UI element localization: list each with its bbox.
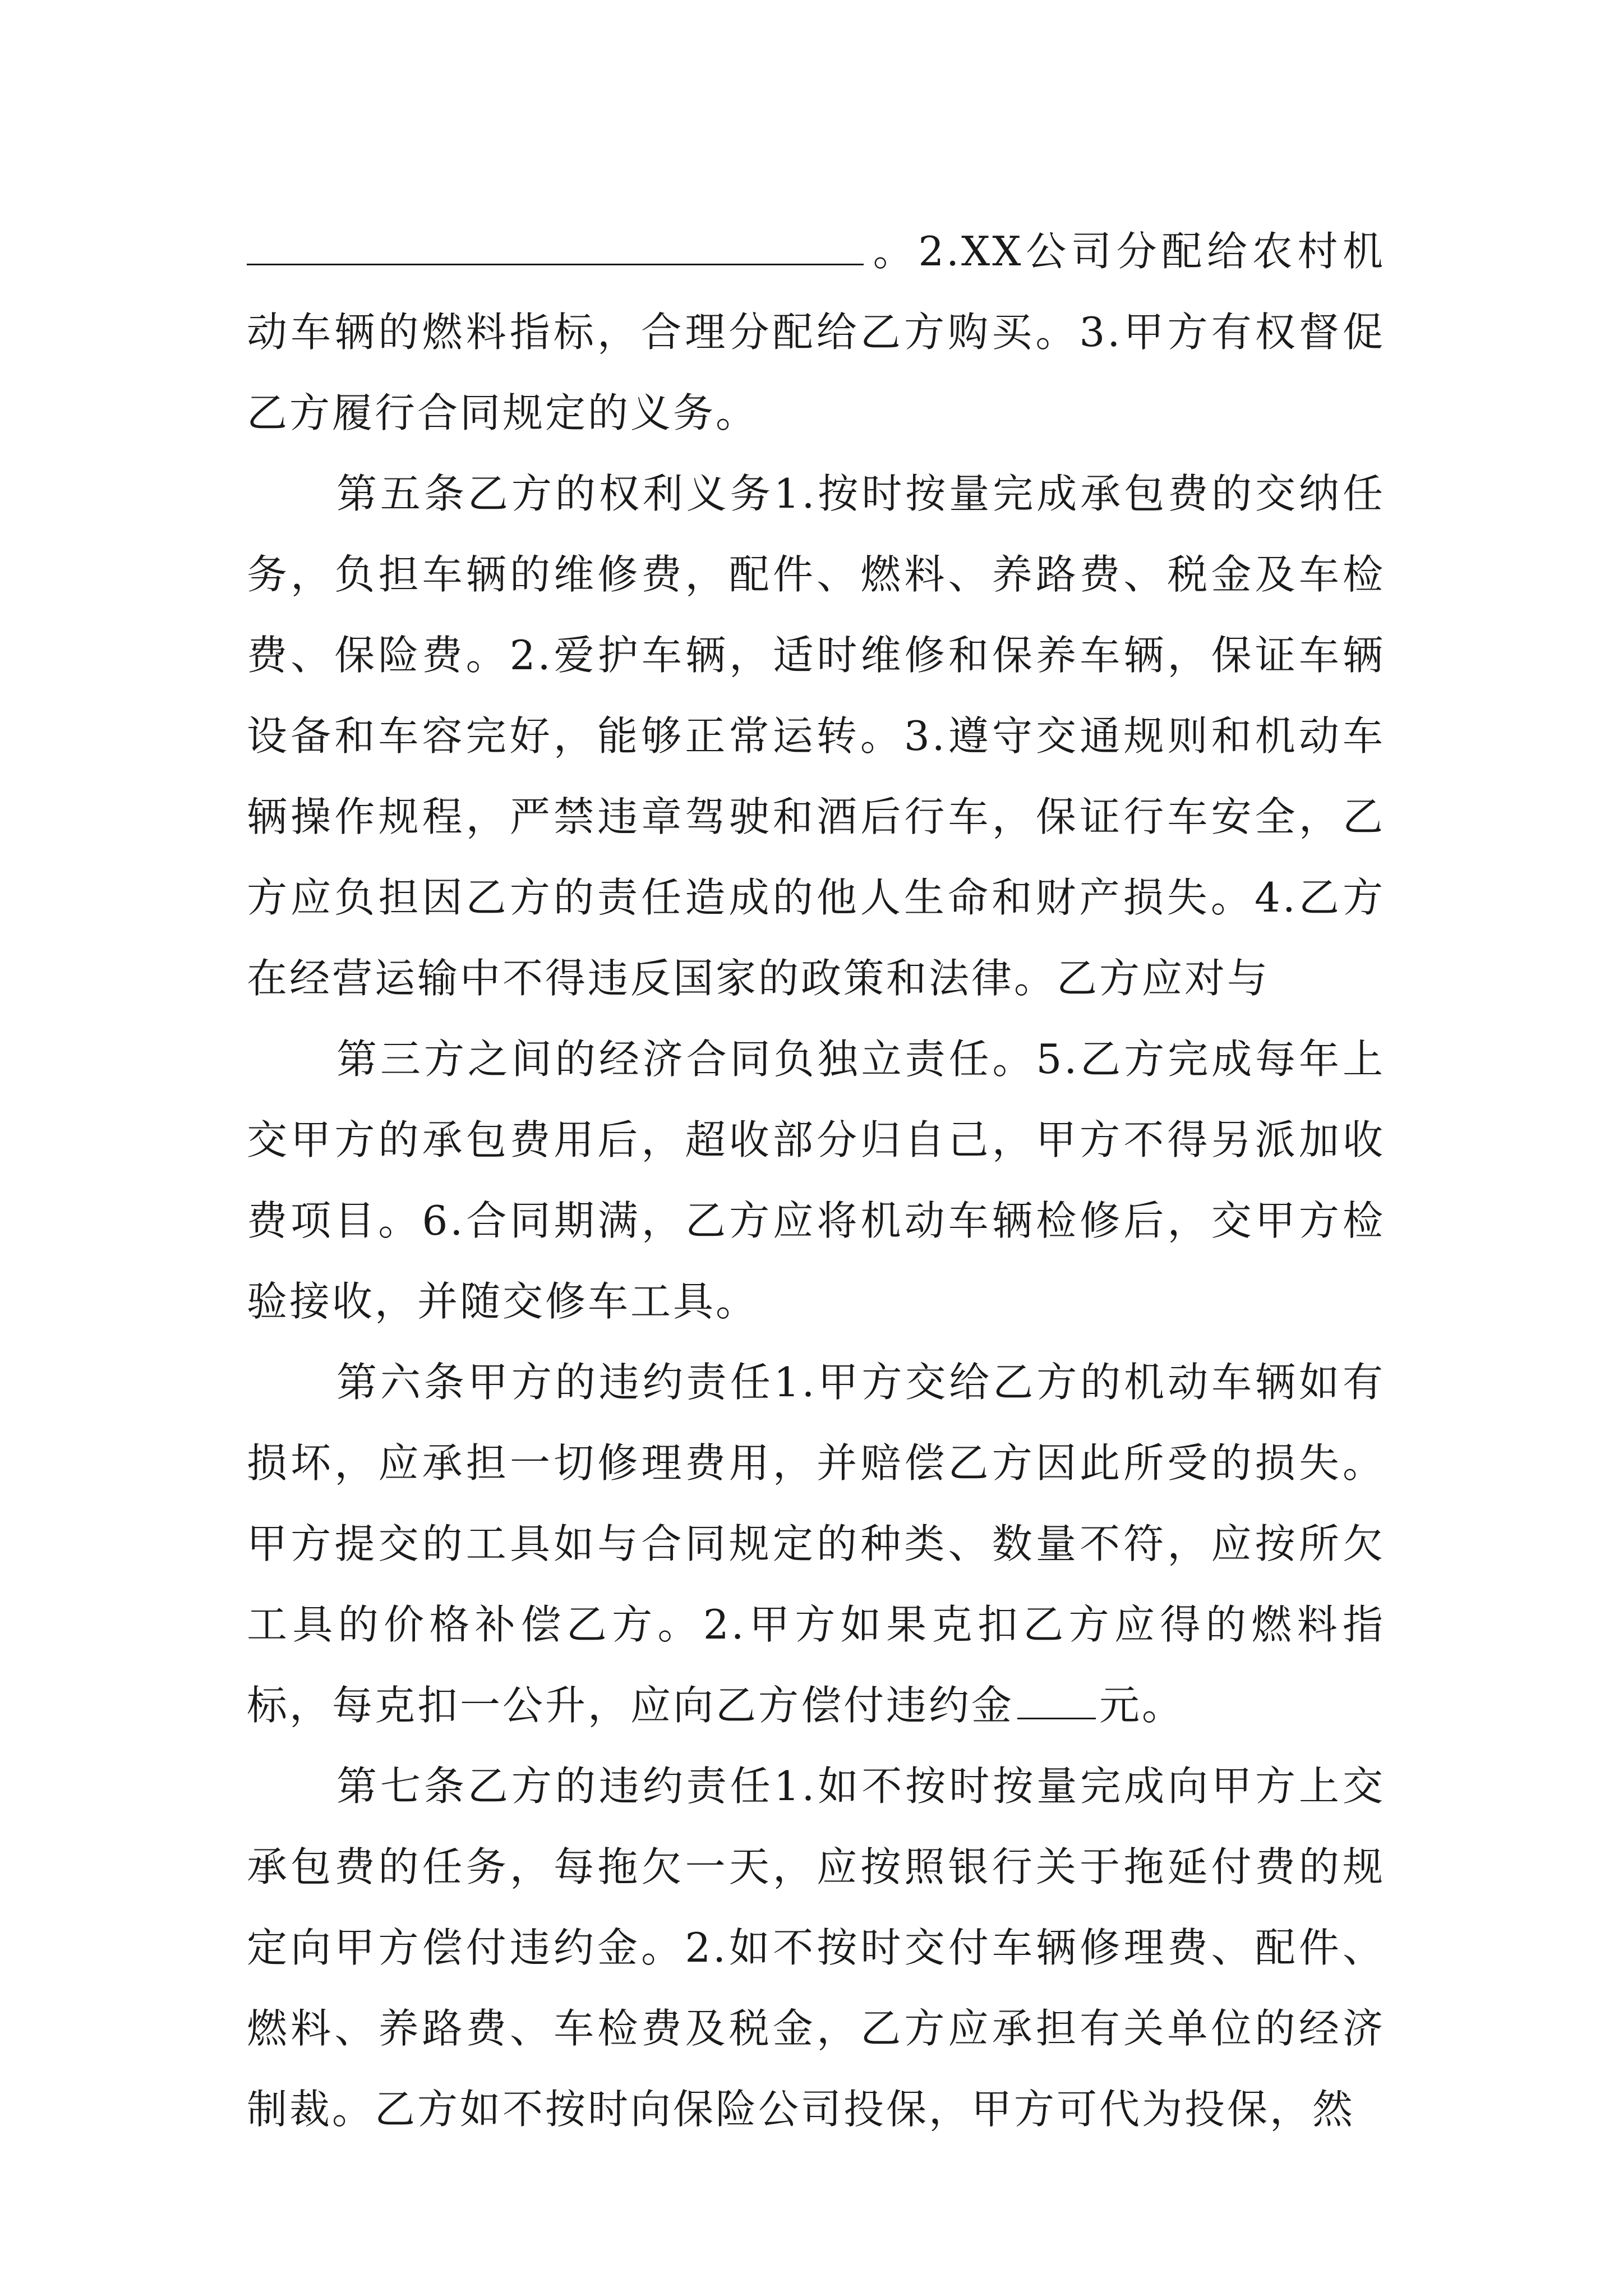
paragraph-continuation bbox=[247, 211, 1385, 453]
contract-body bbox=[247, 211, 1385, 2150]
paragraph-article-5 bbox=[247, 453, 1385, 1019]
paragraph-text: 第六条甲方的违约责任1.甲方交给乙方的机动车辆如有损坏，应承担一切修理费用，并赔偿乙方因此所受的损失。甲方提交的工具如与合同规定的种类、数量不符，应按所欠工具的价格补偿乙方。2.甲方如果克扣乙方应得的燃料指标，每克扣一公升，应向乙方偿付违约金 bbox=[247, 1359, 1385, 1729]
paragraph-article-6 bbox=[247, 1342, 1385, 1746]
paragraph-text-end: 元。 bbox=[1099, 1682, 1185, 1729]
fill-in-blank bbox=[247, 230, 864, 265]
paragraph-text: 第五条乙方的权利义务1.按时按量完成承包费的交纳任务，负担车辆的维修费，配件、燃料、养路费、税金及车检费、保险费。2.爱护车辆，适时维修和保养车辆，保证车辆设备和车容完好，能够正常运转。3.遵守交通规则和机动车辆操作规程，严禁违章驾驶和酒后行车，保证行车安全，乙方应负担因乙方的责任造成的他人生命和财产损失。4.乙方在经营运输中不得违反国家的政策和法律。乙方应对与 bbox=[247, 470, 1385, 1002]
fill-in-blank bbox=[1017, 1684, 1096, 1719]
paragraph-article-7 bbox=[247, 1746, 1385, 2150]
paragraph-text: 第七条乙方的违约责任1.如不按时按量完成向甲方上交承包费的任务，每拖欠一天，应按照银行关于拖延付费的规定向甲方偿付违约金。2.如不按时交付车辆修理费、配件、燃料、养路费、车检费及税金，乙方应承担有关单位的经济制裁。乙方如不按时向保险公司投保，甲方可代为投保，然 bbox=[247, 1763, 1385, 2133]
paragraph-article-5-continued bbox=[247, 1019, 1385, 1342]
paragraph-text: 第三方之间的经济合同负独立责任。5.乙方完成每年上交甲方的承包费用后，超收部分归自己，甲方不得另派加收费项目。6.合同期满，乙方应将机动车辆检修后，交甲方检验接收，并随交修车工具。 bbox=[247, 1036, 1385, 1325]
paragraph-text: 。2.XX公司分配给农村机动车辆的燃料指标，合理分配给乙方购买。3.甲方有权督促乙方履行合同规定的义务。 bbox=[247, 228, 1385, 436]
